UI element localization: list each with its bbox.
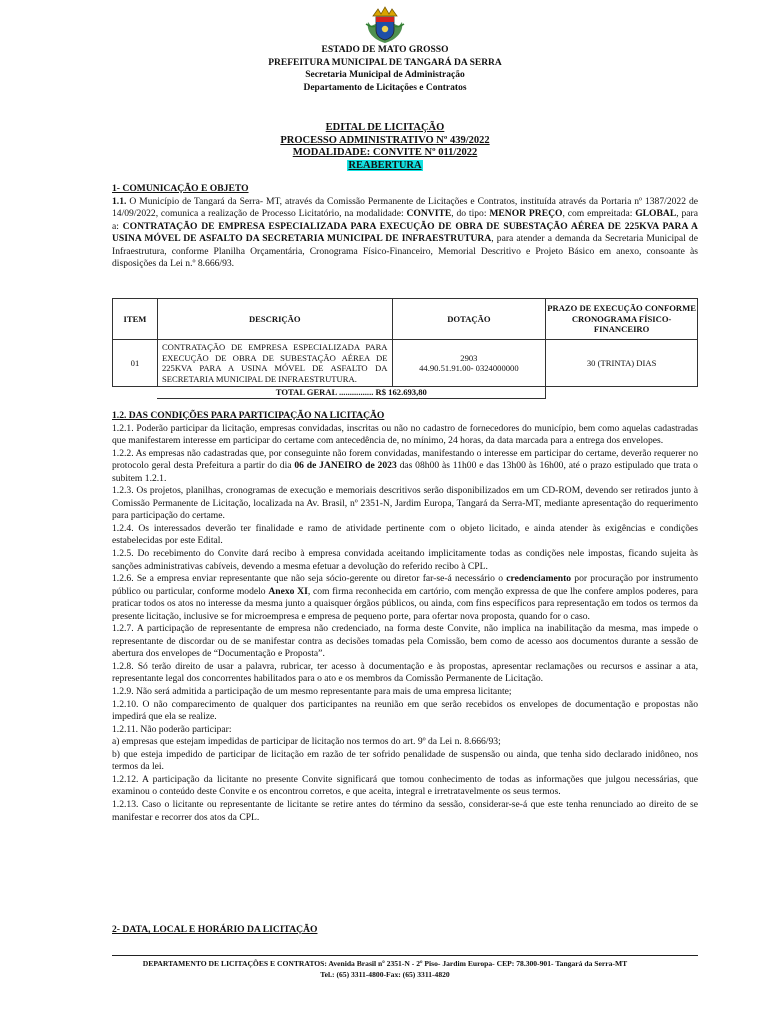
clause-1-2-9: 1.2.9. Não será admitida a participação de um mesmo representante para mais de uma empresa licitante;: [112, 686, 512, 698]
city-hall-name: PREFEITURA MUNICIPAL DE TANGARÁ DA SERRA: [268, 57, 502, 68]
clause-1-2-3: 1.2.3. Os projetos, planilhas, cronogramas de execução e memoriais descritivos serão disponibilizados em um CD-ROM, devendo ser retirados junto à Comissão Permanente de Licitação, localizada na Av. Brasil, nº 2351-N, Jardim Europa, Tangará da Serra-MT, mediante apresentação do requerimento para participação do certame.: [112, 485, 698, 522]
process-number: PROCESSO ADMINISTRATIVO Nº 439/2022: [280, 134, 490, 146]
clause-1-2-6: 1.2.6. Se a empresa enviar representante que não seja sócio-gerente ou diretor far-se-á necessário o credenciamento por procuração por instrumento público ou particular, conforme modelo Anexo XI, com firma reconhecida em cartório, com menção expressa de que lhe confere amplos poderes, para praticar todos os atos no interesse da mesma junto a quaisquer órgãos públicos, ou ainda, com fins específicos para representação em todos os termos da presente licitação, inclusive se for microempresa e empresa de pequeno porte, para ofertar nova proposta, quando for o caso.: [112, 573, 698, 622]
row-deadline: 30 (TRINTA) DIAS: [546, 340, 698, 387]
clause-1-2-2: 1.2.2. As empresas não cadastradas que, por conseguinte não forem convidadas, manifestando o interesse em participar do certame, deverão requerer no protocolo geral desta Prefeitura a partir do dia 06 de JANEIRO de 2023 das 08h00 às 11h00 e das 13h00 às 16h00, até o prazo estipulado que trata o subitem 1.2.1.: [112, 447, 698, 484]
document-footer: [0, 958, 770, 980]
table-row: [113, 340, 698, 387]
municipal-coat-of-arms-icon: [364, 4, 406, 44]
secretariat-name: Secretaria Municipal de Administração: [305, 70, 465, 80]
table-header-row: [113, 299, 698, 340]
items-table: [112, 298, 698, 399]
clause-1-2-11: 1.2.11. Não poderão participar:: [112, 723, 232, 735]
clause-1-2-13: 1.2.13. Caso o licitante ou representante de licitante se retire antes do término da sessão, considerar-se-á que este tenha renunciado ao direito de se manifestar e recorrer dos atos da CPL.: [112, 798, 698, 823]
footer-phone: Tel.: (65) 3311-4800-Fax: (65) 3311-4820: [320, 970, 450, 979]
col-item-header: ITEM: [113, 299, 158, 340]
footer-address: DEPARTAMENTO DE LICITAÇÕES E CONTRATOS: Avenida Brasil nº 2351-N - 2º Piso- Jardim Europa- CEP: 78.300-901- Tangará da Serra-MT: [142, 959, 628, 968]
col-deadline-header: PRAZO DE EXECUÇÃO CONFORME CRONOGRAMA FÍSICO- FINANCEIRO: [546, 299, 698, 340]
section-2: [112, 924, 698, 937]
section-1-2-title: 1.2. DAS CONDIÇÕES PARA PARTICIPAÇÃO NA LICITAÇÃO: [112, 410, 385, 421]
section-1: [112, 183, 698, 271]
clause-1-2-11-b: b) que esteja impedido de participar de licitação em razão de ter sofrido penalidade de suspensão ou ainda, que tenha sido declarado inidôneo, nos termos da lei.: [112, 748, 698, 773]
section-1-2: [112, 410, 698, 824]
section-1-title: 1- COMUNICAÇÃO E OBJETO: [112, 183, 249, 194]
clause-1-2-5: 1.2.5. Do recebimento do Convite dará recibo à empresa convidada aceitando implicitamente todas as condições nele impostas, ficando sujeita às sanções administrativas cabíveis, devendo a mesma efetuar a devolução do referido recibo à CPL.: [112, 548, 698, 572]
col-description-header: DESCRIÇÃO: [157, 299, 392, 340]
clause-1-2-1: 1.2.1. Poderão participar da licitação, empresas convidadas, inscritas ou não no cadastro de fornecedores do município, bem como aquelas cadastradas que manifestarem interesse em participar do certame com antecedência de, no mínimo, 24 horas, da data marcada para a entrega dos envelopes.: [112, 422, 698, 447]
footer-divider: [112, 955, 698, 956]
total-value: TOTAL GERAL ................ R$ 162.693,80: [157, 387, 545, 399]
edital-title: EDITAL DE LICITAÇÃO: [325, 122, 445, 133]
clause-1-2-10: 1.2.10. O não comparecimento de qualquer dos participantes na reunião em que serão recebidos os envelopes de documentação e propostas não impedirá que ela se realize.: [112, 698, 698, 723]
clause-1-2-11-a: a) empresas que estejam impedidas de participar de licitação nos termos do art. 9º da Lei n. 8.666/93;: [112, 736, 501, 748]
clause-1-2-4: 1.2.4. Os interessados deverão ter finalidade e ramo de atividade pertinente com o objeto licitado, e ainda atender às exigências e condições estabelecidas por este Edital.: [112, 522, 698, 547]
section-2-title: 2- DATA, LOCAL E HORÁRIO DA LICITAÇÃO: [112, 924, 318, 935]
document-header: [0, 44, 770, 94]
section-1-paragraph: 1.1. O Município de Tangará da Serra- MT, através da Comissão Permanente de Licitações e Contratos, instituída através da Portaria nº 1387/2022 de 14/09/2022, comunica a realização de Processo Licitatório, na modalidade: CONVITE, do tipo: MENOR PREÇO, com empreitada: GLOBAL, para a: CONTRATAÇÃO DE EMPRESA ESPECIALIZADA PARA EXECUÇÃO DE OBRA DE SUBESTAÇÃO AÉREA DE 225KVA PARA A USINA MÓVEL DE ASFALTO DA SECRETARIA MUNICIPAL DE INFRAESTRUTURA, para atender a demanda da Secretaria Municipal de Infraestrutura, conforme Planilha Orçamentária, Cronograma Físico-Financeiro, Memorial Descritivo e Projeto Básico em anexo, consoante às disposições da Lei n.º 8.666/93.: [112, 195, 698, 270]
modality: MODALIDADE: CONVITE Nº 011/2022: [292, 147, 478, 158]
table-total-row: [113, 387, 698, 399]
reopening-badge: REABERTURA: [348, 159, 422, 171]
department-name: Departamento de Licitações e Contratos: [303, 82, 467, 93]
clause-1-2-8: 1.2.8. Só terão direito de usar a palavra, rubricar, ter acesso à documentação e às propostas, apresentar reclamações ou recursos e assinar a ata, representante legal dos concorrentes habilitados para o ato e os membros da Comissão Permanente de Licitação.: [112, 660, 698, 685]
edital-heading: [0, 122, 770, 172]
clause-1-2-12: 1.2.12. A participação da licitante no presente Convite significará que tomou conhecimento de todas as informações que julgou necessárias, que examinou o conteúdo deste Convite e os encontrou corretos, e que aceita, integral e irretratavelmente os seus termos.: [112, 773, 698, 798]
row-item: 01: [113, 340, 158, 387]
col-allocation-header: DOTAÇÃO: [392, 299, 546, 340]
state-name: ESTADO DE MATO GROSSO: [321, 45, 449, 55]
clause-1-2-7: 1.2.7. A participação de representante de empresa não credenciado, na forma deste Convite, não implica na inabilitação da mesma, mas impede o representante de discordar ou de se manifestar contra as decisões tomadas pela Comissão, bem como de acesso aos documentos durante a sessão de abertura dos envelopes de “Documentação e Proposta”.: [112, 623, 698, 660]
row-description: CONTRATAÇÃO DE EMPRESA ESPECIALIZADA PARA EXECUÇÃO DE OBRA DE SUBESTAÇÃO AÉREA DE 225KVA PARA A USINA MÓVEL DE ASFALTO DA SECRETARIA MUNICIPAL DE INFRAESTRUTURA.: [157, 340, 392, 387]
row-allocation: 2903 44.90.51.91.00- 0324000000: [392, 340, 546, 387]
